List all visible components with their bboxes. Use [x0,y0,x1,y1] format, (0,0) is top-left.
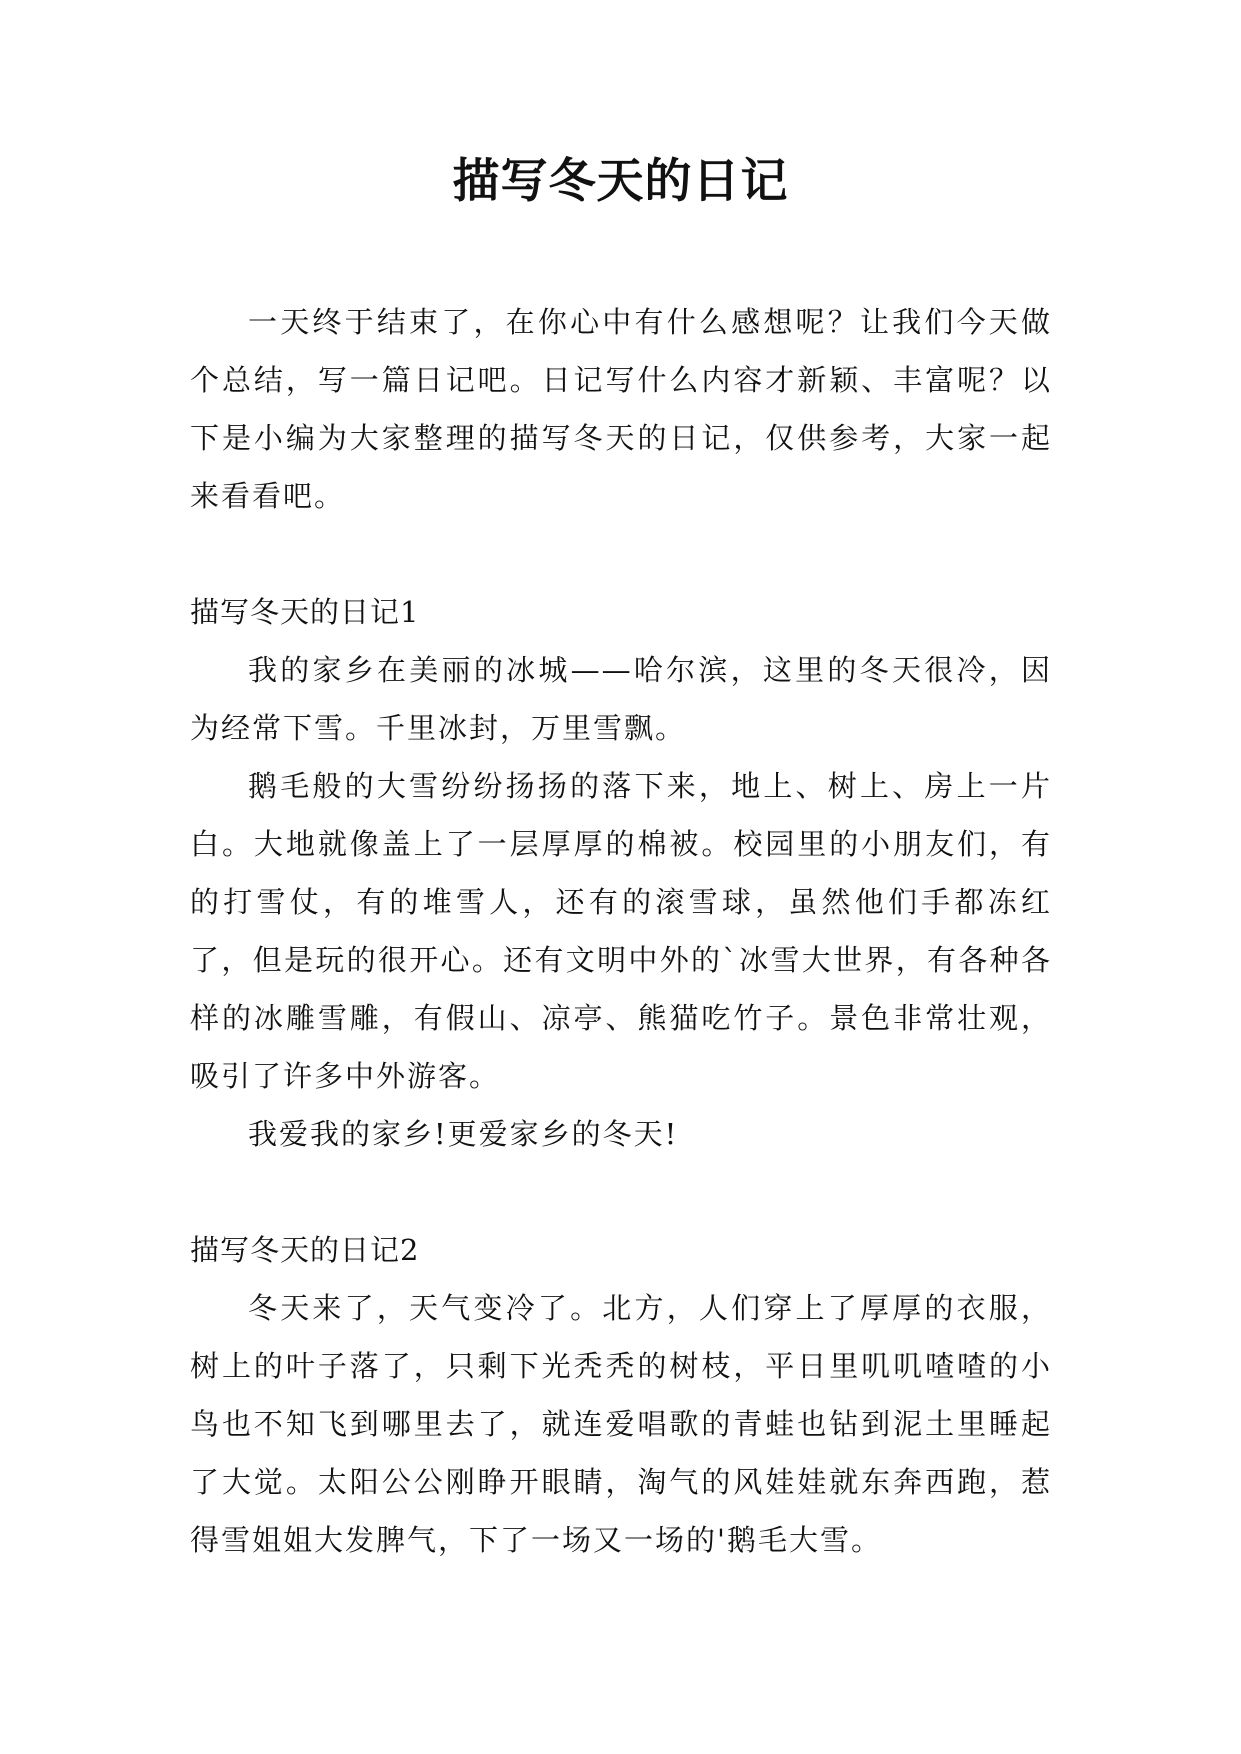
intro-paragraph: 一天终于结束了，在你心中有什么感想呢？让我们今天做个总结，写一篇日记吧。日记写什么内容才新颖、丰富呢？以下是小编为大家整理的描写冬天的日记，仅供参考，大家一起来看看吧。 [190,305,1052,513]
section-heading: 描写冬天的日记2 [190,1233,420,1267]
body-paragraph: 鹅毛般的大雪纷纷扬扬的落下来，地上、树上、房上一片白。大地就像盖上了一层厚厚的棉被。校园里的小朋友们，有的打雪仗，有的堆雪人，还有的滚雪球，虽然他们手都冻红了，但是玩的很开心。还有文明中外的`冰雪大世界，有各种各样的冰雕雪雕，有假山、凉亭、熊猫吃竹子。景色非常壮观，吸引了许多中外游客。 [190,769,1052,1093]
document-body [190,293,1052,1569]
body-paragraph: 我的家乡在美丽的冰城——哈尔滨，这里的冬天很冷，因为经常下雪。千里冰封，万里雪飘。 [190,653,1052,745]
body-paragraph: 我爱我的家乡!更爱家乡的冬天! [248,1117,679,1151]
section-spacer [190,525,1052,583]
section-spacer [190,1163,1052,1221]
document-title: 描写冬天的日记 [452,154,789,209]
body-paragraph: 冬天来了，天气变冷了。北方，人们穿上了厚厚的衣服，树上的叶子落了，只剩下光秃秃的树枝，平日里叽叽喳喳的小鸟也不知飞到哪里去了，就连爱唱歌的青蛙也钻到泥土里睡起了大觉。太阳公公刚睁开眼睛，淘气的风娃娃就东奔西跑，惹得雪姐姐大发脾气，下了一场又一场的'鹅毛大雪。 [190,1291,1052,1557]
section-heading: 描写冬天的日记1 [190,595,420,629]
